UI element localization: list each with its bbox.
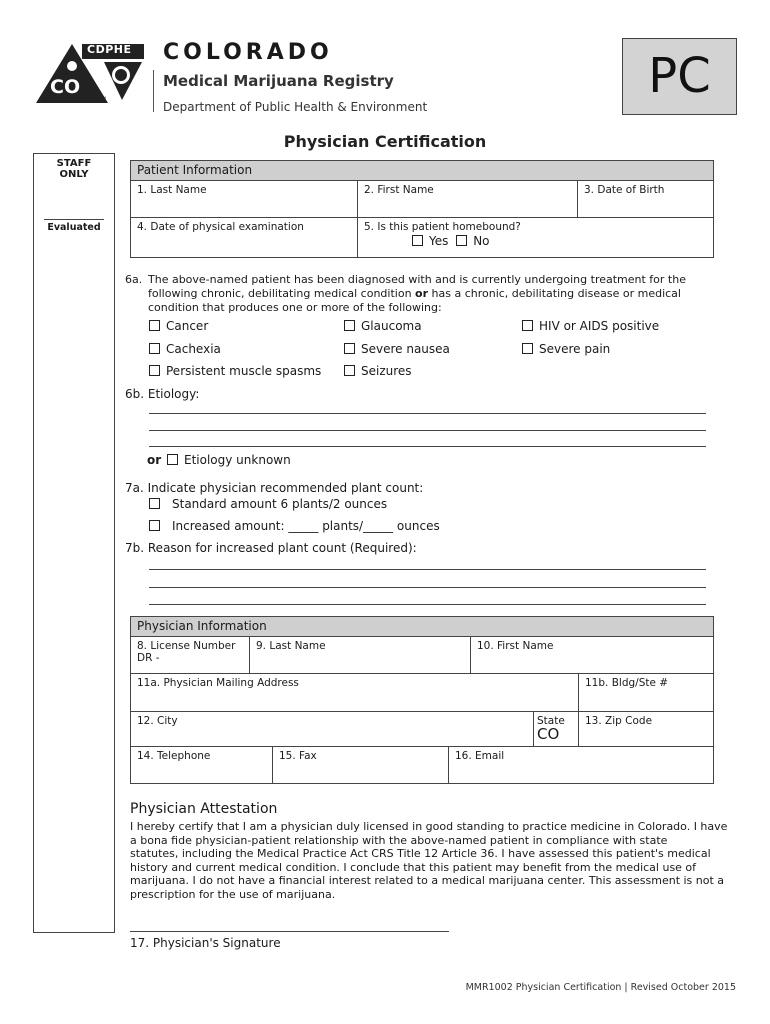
- severe-nausea-checkbox[interactable]: [344, 343, 355, 354]
- or-label: or: [147, 453, 162, 467]
- first-name-field[interactable]: [357, 180, 578, 218]
- reason-line-2[interactable]: [149, 587, 706, 588]
- logo-co-text: CO: [50, 76, 81, 98]
- patient-info-table: [130, 160, 714, 258]
- standard-amount-checkbox[interactable]: [149, 498, 160, 509]
- physician-info-table: [130, 616, 714, 784]
- condition-muscle-spasms[interactable]: Persistent muscle spasms: [149, 364, 321, 378]
- dob-field[interactable]: [577, 180, 713, 218]
- registry-name: Medical Marijuana Registry: [163, 72, 394, 90]
- evaluated-label: Evaluated: [47, 222, 101, 233]
- exam-date-field[interactable]: [131, 217, 358, 257]
- increased-amount-checkbox[interactable]: [149, 520, 160, 531]
- page-title: Physician Certification: [283, 132, 487, 151]
- attestation-line: statutes, including the Medical Practice Act CRS Title 12 Article 36. I have assessed this patient's medical: [130, 847, 711, 861]
- license-number-field[interactable]: [131, 636, 250, 674]
- homebound-field: [357, 217, 713, 257]
- zip-code-field[interactable]: 13. Zip Code: [578, 711, 713, 747]
- reason-line-1[interactable]: [149, 569, 706, 570]
- brand-title: COLORADO: [163, 40, 333, 65]
- attestation-line: history and current medical condition. I conclude that this patient may benefit from the medical use of: [130, 860, 697, 874]
- attestation-line: I hereby certify that I am a physician duly licensed in good standing to practice medicine in Colorado. I have: [130, 820, 728, 833]
- q6a-line1: The above-named patient has been diagnosed with and is currently undergoing treatment for the: [148, 273, 686, 286]
- staff-label-line1: STAFF: [56, 158, 92, 169]
- logo-tm-text: TM: [100, 96, 106, 101]
- last-name-field[interactable]: [131, 180, 358, 218]
- header-divider: [153, 70, 154, 112]
- state-field: [533, 711, 579, 747]
- evaluated-line: [44, 219, 104, 220]
- q6a-line2: following chronic, debilitating medical condition or has a chronic, debilitating disease or medical: [148, 287, 681, 300]
- physician-first-name-field[interactable]: 10. First Name: [470, 636, 713, 674]
- signature-label: 17. Physician's Signature: [130, 936, 281, 950]
- etiology-unknown-checkbox[interactable]: [167, 454, 178, 465]
- muscle-spasms-checkbox[interactable]: [149, 365, 160, 376]
- condition-seizures[interactable]: Seizures: [344, 364, 412, 378]
- state-value: CO: [537, 725, 560, 743]
- attestation-text: [130, 820, 727, 902]
- form-code: PC: [648, 48, 711, 104]
- hiv-aids-checkbox[interactable]: [522, 320, 533, 331]
- physician-info-header: Physician Information: [131, 617, 713, 637]
- department-name: Department of Public Health & Environment: [163, 100, 428, 114]
- last-name-label: 1. Last Name: [137, 184, 207, 196]
- bldg-ste-field[interactable]: 11b. Bldg/Ste #: [578, 673, 713, 712]
- city-field[interactable]: 12. City: [131, 711, 534, 747]
- attestation-line: prescription for the use of marijuana.: [130, 887, 336, 901]
- reason-line-3[interactable]: [149, 604, 706, 605]
- severe-pain-checkbox[interactable]: [522, 343, 533, 354]
- cancer-checkbox[interactable]: [149, 320, 160, 331]
- homebound-label: 5. Is this patient homebound?: [364, 221, 521, 233]
- homebound-yes-checkbox[interactable]: [412, 235, 423, 246]
- signature-line[interactable]: [130, 931, 449, 932]
- physician-last-name-field[interactable]: 9. Last Name: [249, 636, 471, 674]
- etiology-line-3[interactable]: [149, 446, 706, 447]
- logo-badge-text: CDPHE: [87, 43, 132, 56]
- condition-glaucoma[interactable]: Glaucoma: [344, 319, 422, 333]
- email-field[interactable]: 16. Email: [448, 746, 713, 783]
- attestation-line: a bona fide physician-patient relationship with the above-named patient in compliance with state: [130, 833, 668, 847]
- homebound-no-label: No: [473, 234, 490, 248]
- q6b-label: 6b. Etiology:: [125, 387, 200, 401]
- etiology-line-2[interactable]: [149, 430, 706, 431]
- staff-only-column: [33, 153, 115, 933]
- homebound-no-checkbox[interactable]: [456, 235, 467, 246]
- fax-field[interactable]: 15. Fax: [272, 746, 449, 783]
- license-number-label: 8. License Number: [137, 640, 236, 652]
- state-label: State: [537, 715, 565, 727]
- standard-amount-option[interactable]: Standard amount 6 plants/2 ounces: [149, 497, 387, 511]
- increased-amount-option[interactable]: Increased amount: _____ plants/_____ ounces: [149, 519, 440, 533]
- telephone-field[interactable]: 14. Telephone: [131, 746, 273, 783]
- patient-info-header: Patient Information: [131, 161, 713, 181]
- condition-cancer[interactable]: Cancer: [149, 319, 208, 333]
- q6a-number: 6a.: [125, 273, 143, 286]
- condition-severe-pain[interactable]: Severe pain: [522, 342, 610, 356]
- staff-label-line2: ONLY: [59, 169, 89, 180]
- etiology-line-1[interactable]: [149, 413, 706, 414]
- glaucoma-checkbox[interactable]: [344, 320, 355, 331]
- condition-severe-nausea[interactable]: Severe nausea: [344, 342, 450, 356]
- q6a-line3: condition that produces one or more of the following:: [148, 301, 442, 314]
- etiology-unknown-option[interactable]: or Etiology unknown: [147, 453, 291, 467]
- homebound-yes-label: Yes: [429, 234, 449, 248]
- attestation-line: marijuana. I do not have a financial interest related to a medical marijuana center. This assessment is not a: [130, 874, 725, 888]
- q7a-label: 7a. Indicate physician recommended plant count:: [125, 481, 424, 495]
- cachexia-checkbox[interactable]: [149, 343, 160, 354]
- form-code-box: [622, 38, 737, 115]
- q7b-label: 7b. Reason for increased plant count (Required):: [125, 541, 417, 555]
- condition-hiv-aids[interactable]: HIV or AIDS positive: [522, 319, 659, 333]
- footer-text: MMR1002 Physician Certification | Revised October 2015: [465, 982, 736, 993]
- exam-date-label: 4. Date of physical examination: [137, 221, 304, 233]
- first-name-label: 2. First Name: [364, 184, 434, 196]
- dob-label: 3. Date of Birth: [584, 184, 665, 196]
- condition-cachexia[interactable]: Cachexia: [149, 342, 221, 356]
- seizures-checkbox[interactable]: [344, 365, 355, 376]
- license-dr-prefix: DR -: [137, 652, 160, 664]
- mailing-address-field[interactable]: 11a. Physician Mailing Address: [131, 673, 579, 712]
- attestation-heading: Physician Attestation: [130, 801, 278, 817]
